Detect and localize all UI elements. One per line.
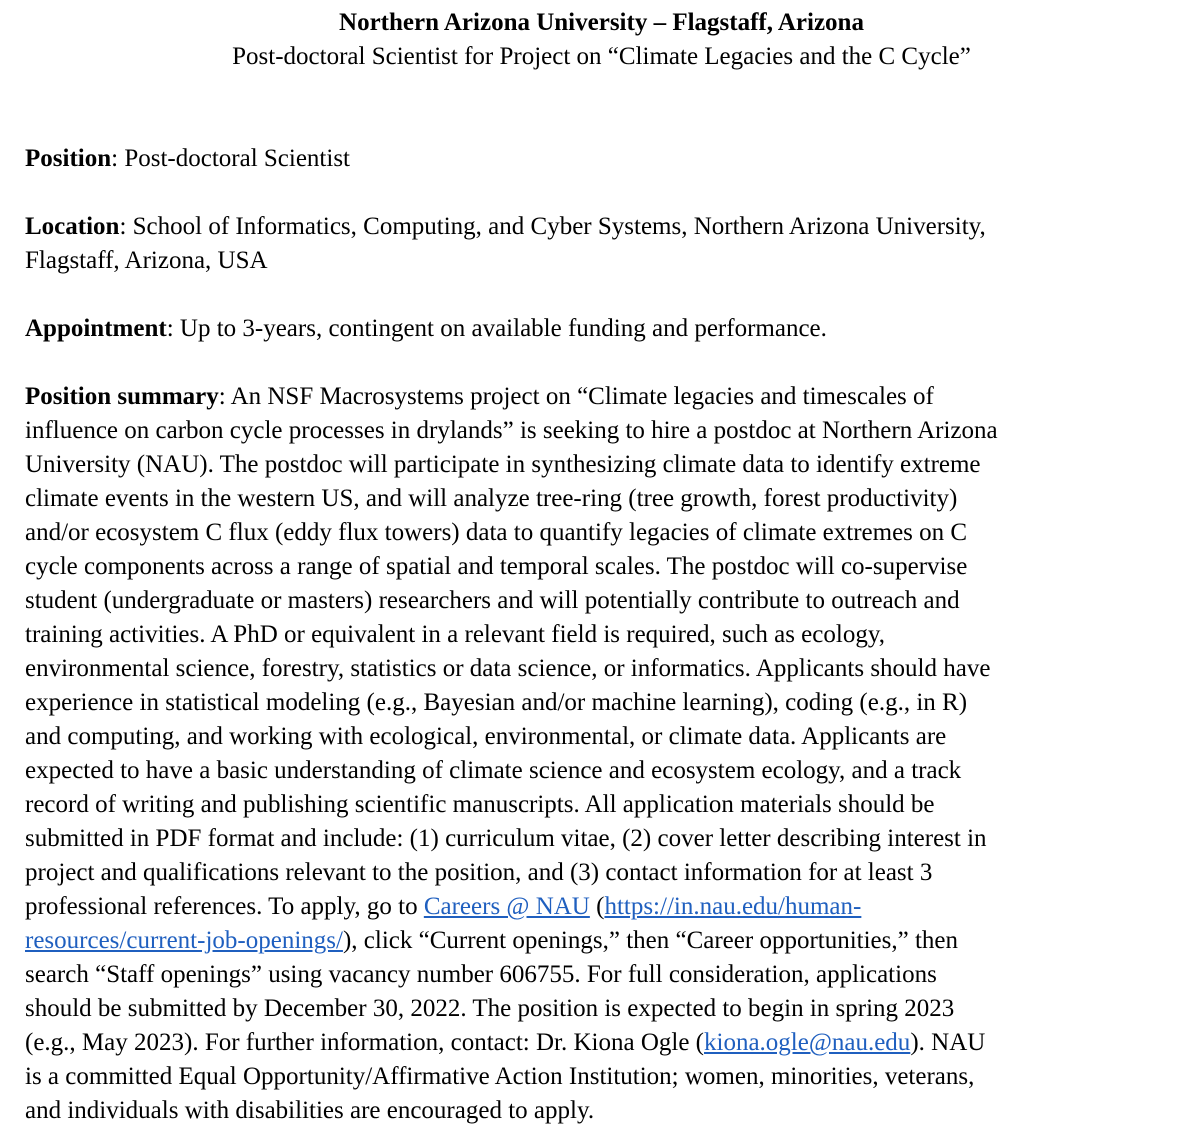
contact-email-link[interactable]: kiona.ogle@nau.edu: [704, 1029, 911, 1056]
location-value-line1: : School of Informatics, Computing, and Cyber Systems, Northern Arizona University,: [119, 213, 986, 240]
summary-line: and individuals with disabilities are encouraged to apply.: [25, 1097, 595, 1124]
careers-link[interactable]: Careers @ NAU: [423, 893, 590, 920]
summary-line: : An NSF Macrosystems project on “Climate legacies and timescales of: [218, 383, 934, 410]
appointment-value: : Up to 3-years, contingent on available funding and performance.: [166, 315, 827, 342]
summary-text: professional references. To apply, go to: [25, 893, 424, 920]
spacer: [25, 278, 1178, 312]
summary-text: ), click “Current openings,” then “Career opportunities,” then: [342, 927, 959, 954]
summary-line: cycle components across a range of spatial and temporal scales. The postdoc will co-supervise: [25, 553, 968, 580]
summary-line: should be submitted by December 30, 2022. The position is expected to begin in spring 2023: [25, 995, 955, 1022]
location-field: [25, 210, 1178, 278]
summary-line: University (NAU). The postdoc will participate in synthesizing climate data to identify extreme: [25, 451, 981, 478]
appointment-label: Appointment: [25, 315, 167, 342]
position-value: : Post-doctoral Scientist: [111, 145, 350, 172]
summary-line: search “Staff openings” using vacancy number 606755. For full consideration, applications: [25, 961, 937, 988]
document-title: Northern Arizona University – Flagstaff, Arizona: [339, 9, 864, 36]
summary-line: influence on carbon cycle processes in drylands” is seeking to hire a postdoc at Northern Arizona: [25, 417, 998, 444]
location-label: Location: [25, 213, 120, 240]
summary-text: (e.g., May 2023). For further information, contact: Dr. Kiona Ogle (: [25, 1029, 704, 1056]
summary-line: experience in statistical modeling (e.g., Bayesian and/or machine learning), coding (e.g., in R): [25, 689, 968, 716]
location-value-line2: Flagstaff, Arizona, USA: [25, 247, 268, 274]
summary-line: climate events in the western US, and will analyze tree-ring (tree growth, forest productivity): [25, 485, 958, 512]
position-summary: [25, 380, 1178, 1128]
summary-line: record of writing and publishing scientific manuscripts. All application materials should be: [25, 791, 935, 818]
document-subtitle: Post-doctoral Scientist for Project on “Climate Legacies and the C Cycle”: [232, 43, 971, 70]
summary-text: (: [589, 893, 605, 920]
summary-line: is a committed Equal Opportunity/Affirmative Action Institution; women, minorities, veterans,: [25, 1063, 975, 1090]
summary-line: and/or ecosystem C flux (eddy flux towers) data to quantify legacies of climate extremes on C: [25, 519, 968, 546]
summary-line: submitted in PDF format and include: (1) curriculum vitae, (2) cover letter describing interest in: [25, 825, 987, 852]
job-openings-url-link[interactable]: https://in.nau.edu/human-: [604, 893, 862, 920]
position-field: [25, 142, 1178, 176]
spacer: [25, 346, 1178, 380]
summary-line: student (undergraduate or masters) researchers and will potentially contribute to outreach and: [25, 587, 960, 614]
summary-line: expected to have a basic understanding of climate science and ecosystem ecology, and a track: [25, 757, 962, 784]
position-label: Position: [25, 145, 112, 172]
job-openings-url-link-continued[interactable]: resources/current-job-openings/: [25, 927, 343, 954]
summary-text: ). NAU: [910, 1029, 986, 1056]
spacer: [25, 74, 1178, 108]
summary-label: Position summary: [25, 383, 219, 410]
appointment-field: [25, 312, 1178, 346]
spacer: [25, 108, 1178, 142]
spacer: [25, 176, 1178, 210]
summary-line: project and qualifications relevant to the position, and (3) contact information for at least 3: [25, 859, 933, 886]
summary-line: training activities. A PhD or equivalent in a relevant field is required, such as ecology,: [25, 621, 885, 648]
summary-line: and computing, and working with ecological, environmental, or climate data. Applicants are: [25, 723, 947, 750]
summary-line: environmental science, forestry, statistics or data science, or informatics. Applicants should have: [25, 655, 991, 682]
